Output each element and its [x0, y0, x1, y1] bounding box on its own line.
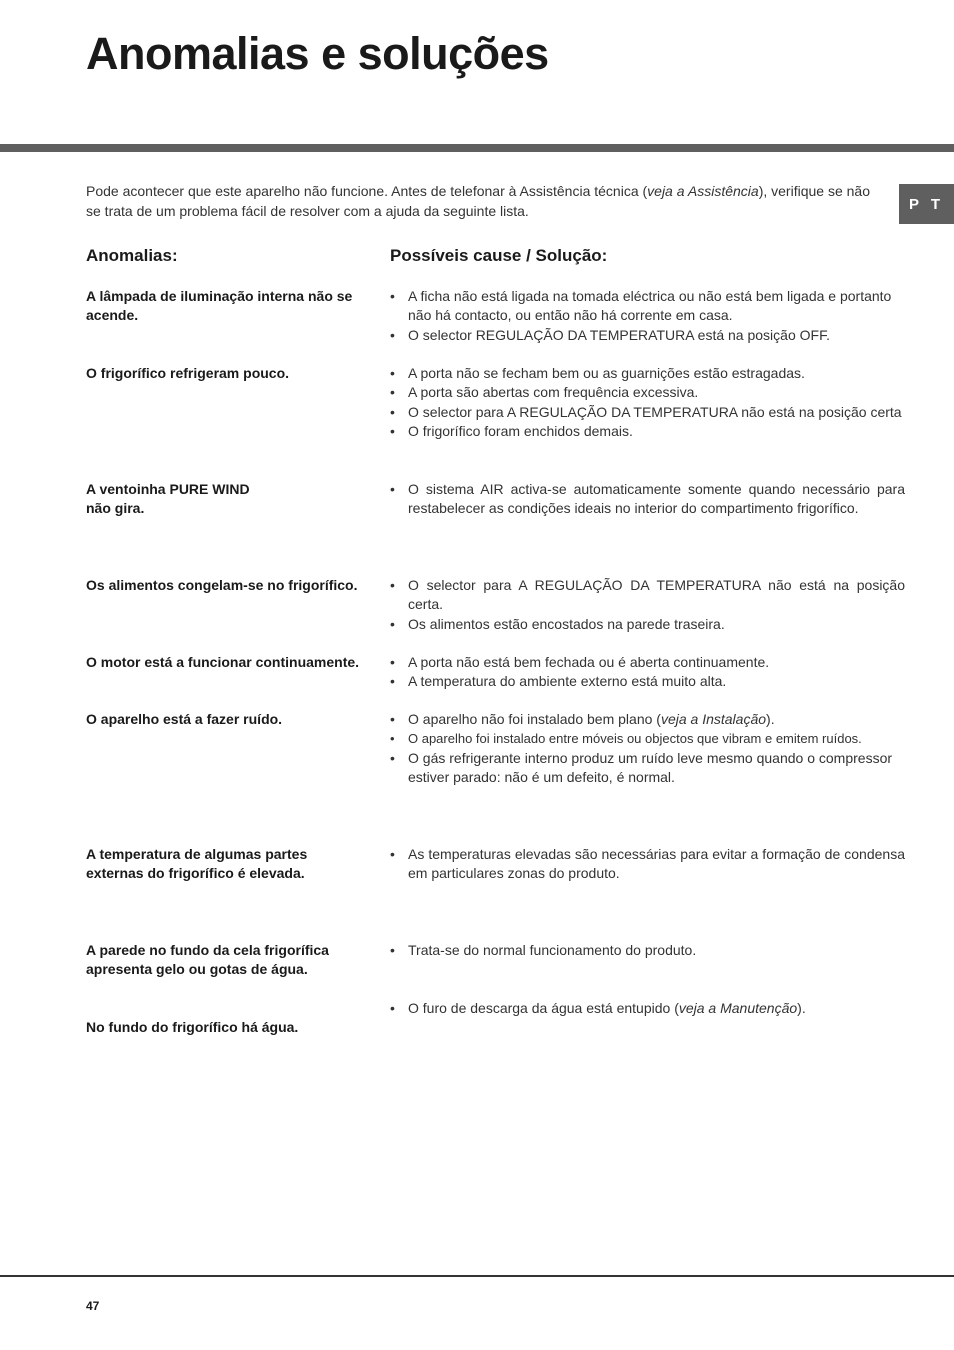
solution-item: • O aparelho foi instalado entre móveis ou objectos que vibram e emitem ruídos.: [390, 729, 905, 748]
solution-list-motor: [390, 653, 905, 692]
problem-fan: A ventoinha PURE WIND não gira.: [86, 481, 250, 517]
header-divider: [0, 144, 954, 152]
solution-list-fan: [390, 480, 905, 519]
intro-text-cont: ), verifique se não se trata de um problema fácil de resolver com a ajuda da seguinte lista.: [86, 183, 870, 219]
page-number: 47: [86, 1299, 100, 1313]
solution-item: • A temperatura do ambiente externo está muito alta.: [390, 672, 905, 691]
solution-text: ).: [766, 711, 775, 727]
solution-item: [390, 710, 905, 729]
problem-motor: O motor está a funcionar continuamente.: [86, 654, 360, 670]
solution-list-lamp: [390, 287, 905, 345]
anomalies-heading: Anomalias:: [86, 246, 178, 265]
installation-reference: veja a Instalação: [660, 711, 767, 727]
solution-text: O furo de descarga da água está entupido (: [408, 1000, 679, 1016]
maintenance-reference: veja a Manutenção: [678, 1000, 798, 1016]
solution-text: O aparelho não foi instalado bem plano (: [408, 711, 661, 727]
solution-item: • Os alimentos estão encostados na parede traseira.: [390, 615, 905, 634]
solution-item: • A porta não está bem fechada ou é aberta continuamente.: [390, 653, 905, 672]
problem-external-temperature: A temperatura de algumas partes externas do frigorífico é elevada.: [86, 846, 308, 882]
intro-text: Pode acontecer que este aparelho não funcione. Antes de telefonar à Assistência técnica (: [86, 183, 648, 199]
problem-lamp: A lâmpada de iluminação interna não se acende.: [86, 288, 353, 324]
problem-ice-on-wall: A parede no fundo da cela frigorífica apresenta gelo ou gotas de água.: [86, 942, 329, 978]
solution-item: • O frigorífico foram enchidos demais.: [390, 422, 905, 441]
solution-item: • A ficha não está ligada na tomada eléctrica ou não está bem ligada e portanto não há contacto, ou então não há corrente em casa.: [390, 287, 905, 326]
solution-item: • O selector para A REGULAÇÃO DA TEMPERATURA não está na posição certa.: [390, 576, 905, 615]
assistance-reference: veja a Assistência: [647, 183, 759, 199]
page-title: Anomalias e soluções: [86, 28, 549, 79]
solution-item: • O selector para A REGULAÇÃO DA TEMPERATURA não está na posição certa: [390, 403, 905, 422]
footer-divider: [0, 1275, 954, 1277]
solution-item: • A porta são abertas com frequência excessiva.: [390, 383, 905, 402]
solution-list-water: [390, 999, 905, 1018]
intro-paragraph: [86, 181, 876, 221]
solution-list-cooling: [390, 364, 905, 441]
solution-list-noise: [390, 710, 905, 787]
problem-noise: O aparelho está a fazer ruído.: [86, 711, 283, 727]
solution-item: [390, 999, 905, 1018]
solution-item: • O gás refrigerante interno produz um ruído leve mesmo quando o compressor estiver parado: não é um defeito, é normal.: [390, 749, 905, 788]
problem-freezing: Os alimentos congelam-se no frigorífico.: [86, 577, 358, 593]
problem-water: No fundo do frigorífico há água.: [86, 1019, 299, 1035]
solution-list-external-temperature: [390, 845, 905, 884]
problem-cooling: O frigorífico refrigeram pouco.: [86, 365, 290, 381]
language-tab: P T: [899, 184, 954, 224]
solution-list-freezing: [390, 576, 905, 634]
solution-list-ice-on-wall: [390, 941, 905, 960]
solution-text: ).: [797, 1000, 806, 1016]
solutions-heading: Possíveis cause / Solução:: [390, 246, 608, 265]
solution-item: • As temperaturas elevadas são necessárias para evitar a formação de condensa em particulares zonas do produto.: [390, 845, 905, 884]
solution-item: • Trata-se do normal funcionamento do produto.: [390, 941, 905, 960]
solution-item: • A porta não se fecham bem ou as guarnições estão estragadas.: [390, 364, 905, 383]
solution-item: • O selector REGULAÇÃO DA TEMPERATURA está na posição OFF.: [390, 326, 905, 345]
solution-item: • O sistema AIR activa-se automaticamente somente quando necessário para restabelecer as condições ideais no interior do compartimento frigorífico.: [390, 480, 905, 519]
